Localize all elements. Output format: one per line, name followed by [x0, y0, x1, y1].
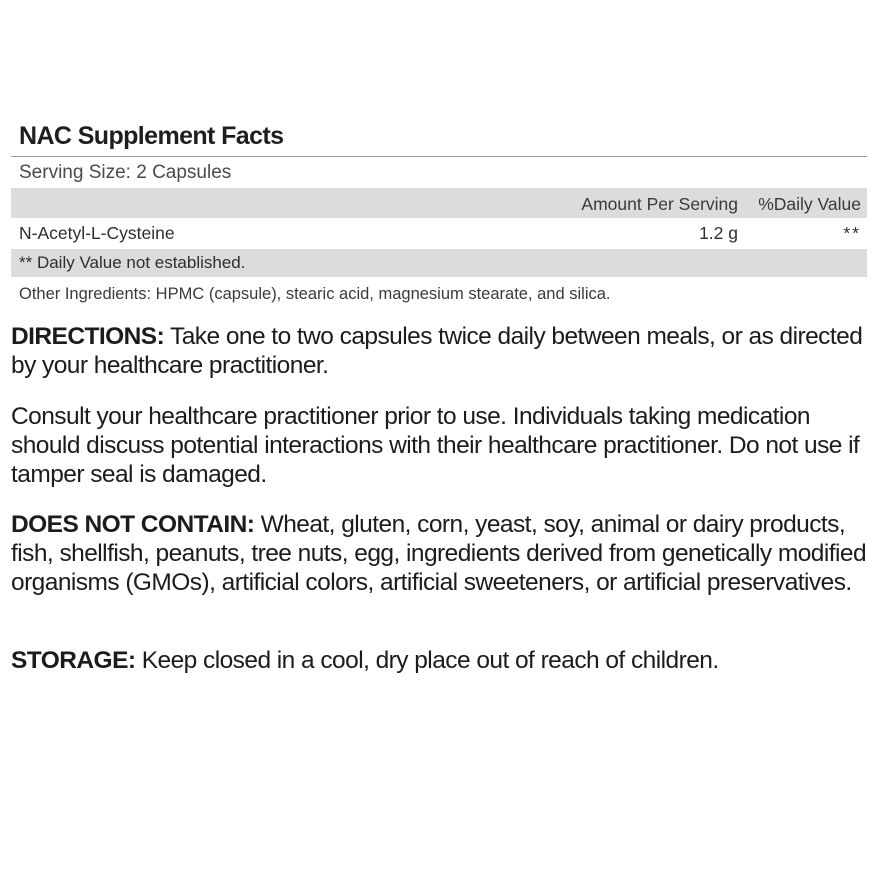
- directions-paragraph: [11, 322, 871, 380]
- storage-text: Keep closed in a cool, dry place out of reach of children.: [135, 647, 719, 674]
- amount-per-serving-header: Amount Per Serving: [581, 194, 738, 214]
- supplement-facts-panel: [11, 118, 867, 311]
- other-ingredients: Other Ingredients: HPMC (capsule), stearic acid, magnesium stearate, and silica.: [19, 285, 611, 303]
- directions-text: Take one to two capsules twice daily between meals, or as directed by your healthcare practitioner.: [11, 323, 863, 379]
- facts-header-row: [11, 188, 867, 218]
- daily-value-footnote: ** Daily Value not established.: [11, 249, 867, 277]
- ingredient-name: N-Acetyl-L-Cysteine: [19, 223, 175, 243]
- daily-value-header: %Daily Value: [758, 194, 861, 214]
- consult-text: Consult your healthcare practitioner prior to use. Individuals taking medication should discuss potential interactions with their healthcare practitioner. Do not use if tamper seal is damaged.: [11, 403, 860, 488]
- consult-paragraph: [11, 402, 871, 489]
- serving-size: Serving Size: 2 Capsules: [19, 162, 232, 183]
- directions-label: DIRECTIONS:: [11, 323, 165, 350]
- ingredient-daily-value: **: [843, 223, 861, 243]
- storage-paragraph: [11, 646, 871, 675]
- does-not-contain-paragraph: [11, 510, 871, 597]
- does-not-contain-label: DOES NOT CONTAIN:: [11, 511, 255, 538]
- ingredient-row: [11, 218, 867, 249]
- ingredient-amount: 1.2 g: [699, 223, 738, 243]
- storage-label: STORAGE:: [11, 647, 136, 674]
- does-not-contain-text: Wheat, gluten, corn, yeast, soy, animal or dairy products, fish, shellfish, peanuts, tree nuts, egg, ingredients derived from genetically modified organisms (GMOs), artificial colors, artificial sweeteners, or artificial preservatives.: [11, 511, 867, 596]
- supplement-facts-title: NAC Supplement Facts: [11, 118, 867, 157]
